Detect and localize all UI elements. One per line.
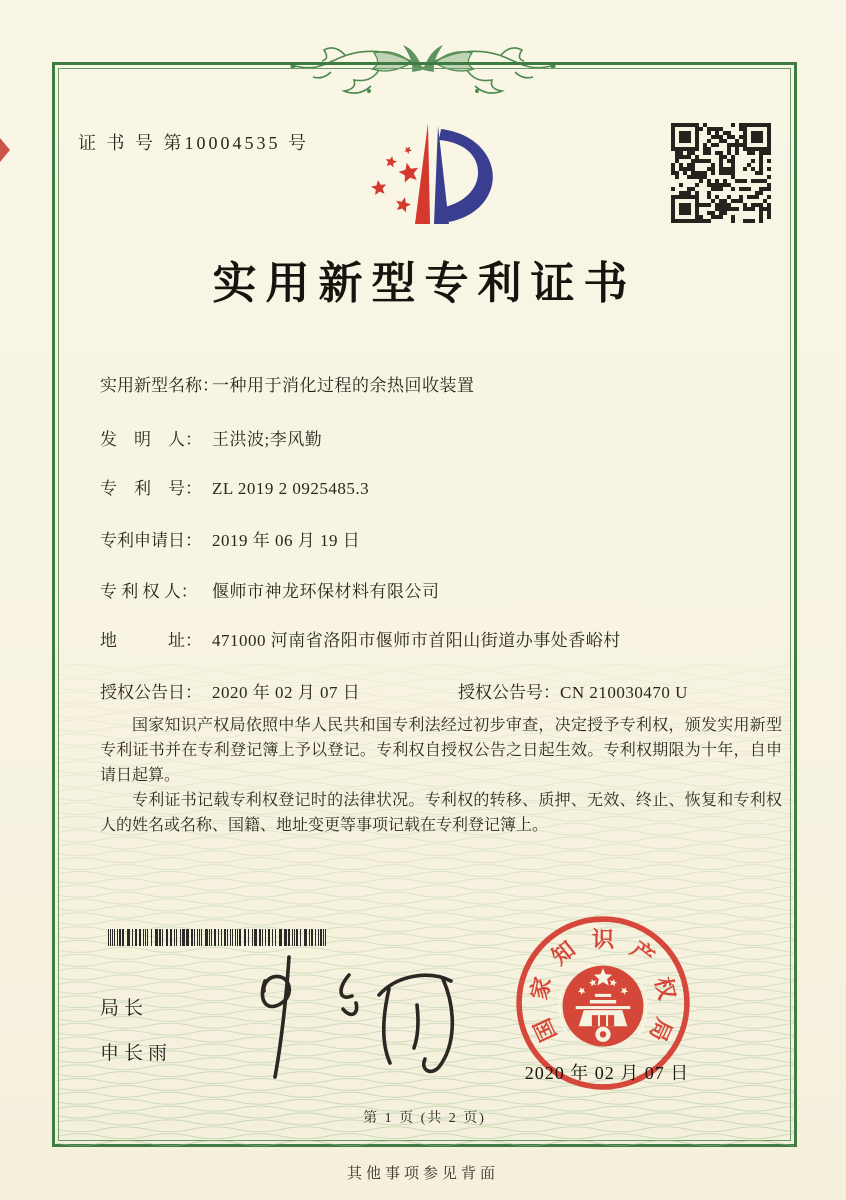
back-note: 其他事项参见背面 (346, 1166, 499, 1182)
legal-text (100, 713, 782, 838)
field-label: 专 利 权 人： (100, 582, 198, 601)
grant-number-value: CN 210030470 U (560, 683, 688, 702)
field-row-name (100, 371, 760, 396)
seal-date: 2020 年 02 月 07 日 (524, 1063, 690, 1083)
certificate-frame (52, 62, 797, 1147)
grant-number (458, 678, 688, 703)
field-row-grant (100, 678, 760, 703)
certificate-number: 证 书 号 第10004535 号 (78, 133, 309, 153)
cnipa-patent-logo-icon (341, 109, 511, 239)
legal-paragraph-1: 国家知识产权局依照中华人民共和国专利法经过初步审查，决定授予专利权，颁发实用新型专利证书并在专利登记簿上予以登记。专利权自授权公告之日起生效。专利权期限为十年，自申请日起算。 (100, 717, 782, 784)
field-value: 一种用于消化过程的余热回收装置 (212, 376, 475, 395)
page-number: 第 1 页 (共 2 页) (363, 1111, 486, 1126)
logo-p-bowl (439, 129, 493, 222)
field-label: 专利申请日： (100, 531, 202, 550)
svg-text:国: 国 (529, 1014, 562, 1046)
director-block (100, 993, 172, 1083)
field-row-inventor (100, 425, 760, 450)
field-row-patent-number (100, 474, 760, 499)
svg-text:局: 局 (644, 1014, 677, 1046)
director-signature-script (227, 947, 477, 1087)
field-value: 王洪波;李风勤 (212, 430, 323, 449)
legal-paragraph-2: 专利证书记载专利权登记时的法律状况。专利权的转移、质押、无效、终止、恢复和专利权人的姓名或名称、国籍、地址变更等事项记载在专利登记簿上。 (100, 792, 782, 834)
barcode (108, 929, 332, 946)
svg-text:产: 产 (626, 936, 659, 970)
field-row-patentee (100, 577, 760, 602)
svg-text:识: 识 (591, 926, 615, 952)
field-label: 地 址： (100, 631, 202, 650)
field-row-address (100, 626, 760, 651)
field-label: 专 利 号： (100, 479, 202, 498)
director-title: 局长 (100, 998, 149, 1019)
certificate-title: 实用新型专利证书 (212, 259, 637, 308)
national-emblem (560, 966, 647, 1047)
svg-text:知: 知 (547, 936, 580, 970)
field-value: 偃师市神龙环保材料有限公司 (212, 582, 440, 601)
svg-text:家: 家 (526, 974, 556, 1003)
logo-red-wedge (415, 123, 430, 224)
red-edge-mark (0, 138, 10, 162)
grant-date-value: 2020 年 02 月 07 日 (212, 683, 361, 702)
field-value: ZL 2019 2 0925485.3 (212, 479, 370, 498)
field-row-filing-date (100, 526, 760, 551)
field-value: 2019 年 06 月 19 日 (212, 531, 361, 550)
svg-text:权: 权 (650, 974, 680, 1003)
field-label: 发 明 人： (100, 430, 202, 449)
qr-code (671, 123, 771, 223)
grant-number-label: 授权公告号： (458, 683, 560, 702)
grant-date-label: 授权公告日： (100, 683, 202, 702)
director-name: 申长雨 (100, 1043, 173, 1064)
field-value: 471000 河南省洛阳市偃师市首阳山街道办事处香峪村 (212, 631, 621, 650)
field-label: 实用新型名称： (100, 376, 219, 395)
